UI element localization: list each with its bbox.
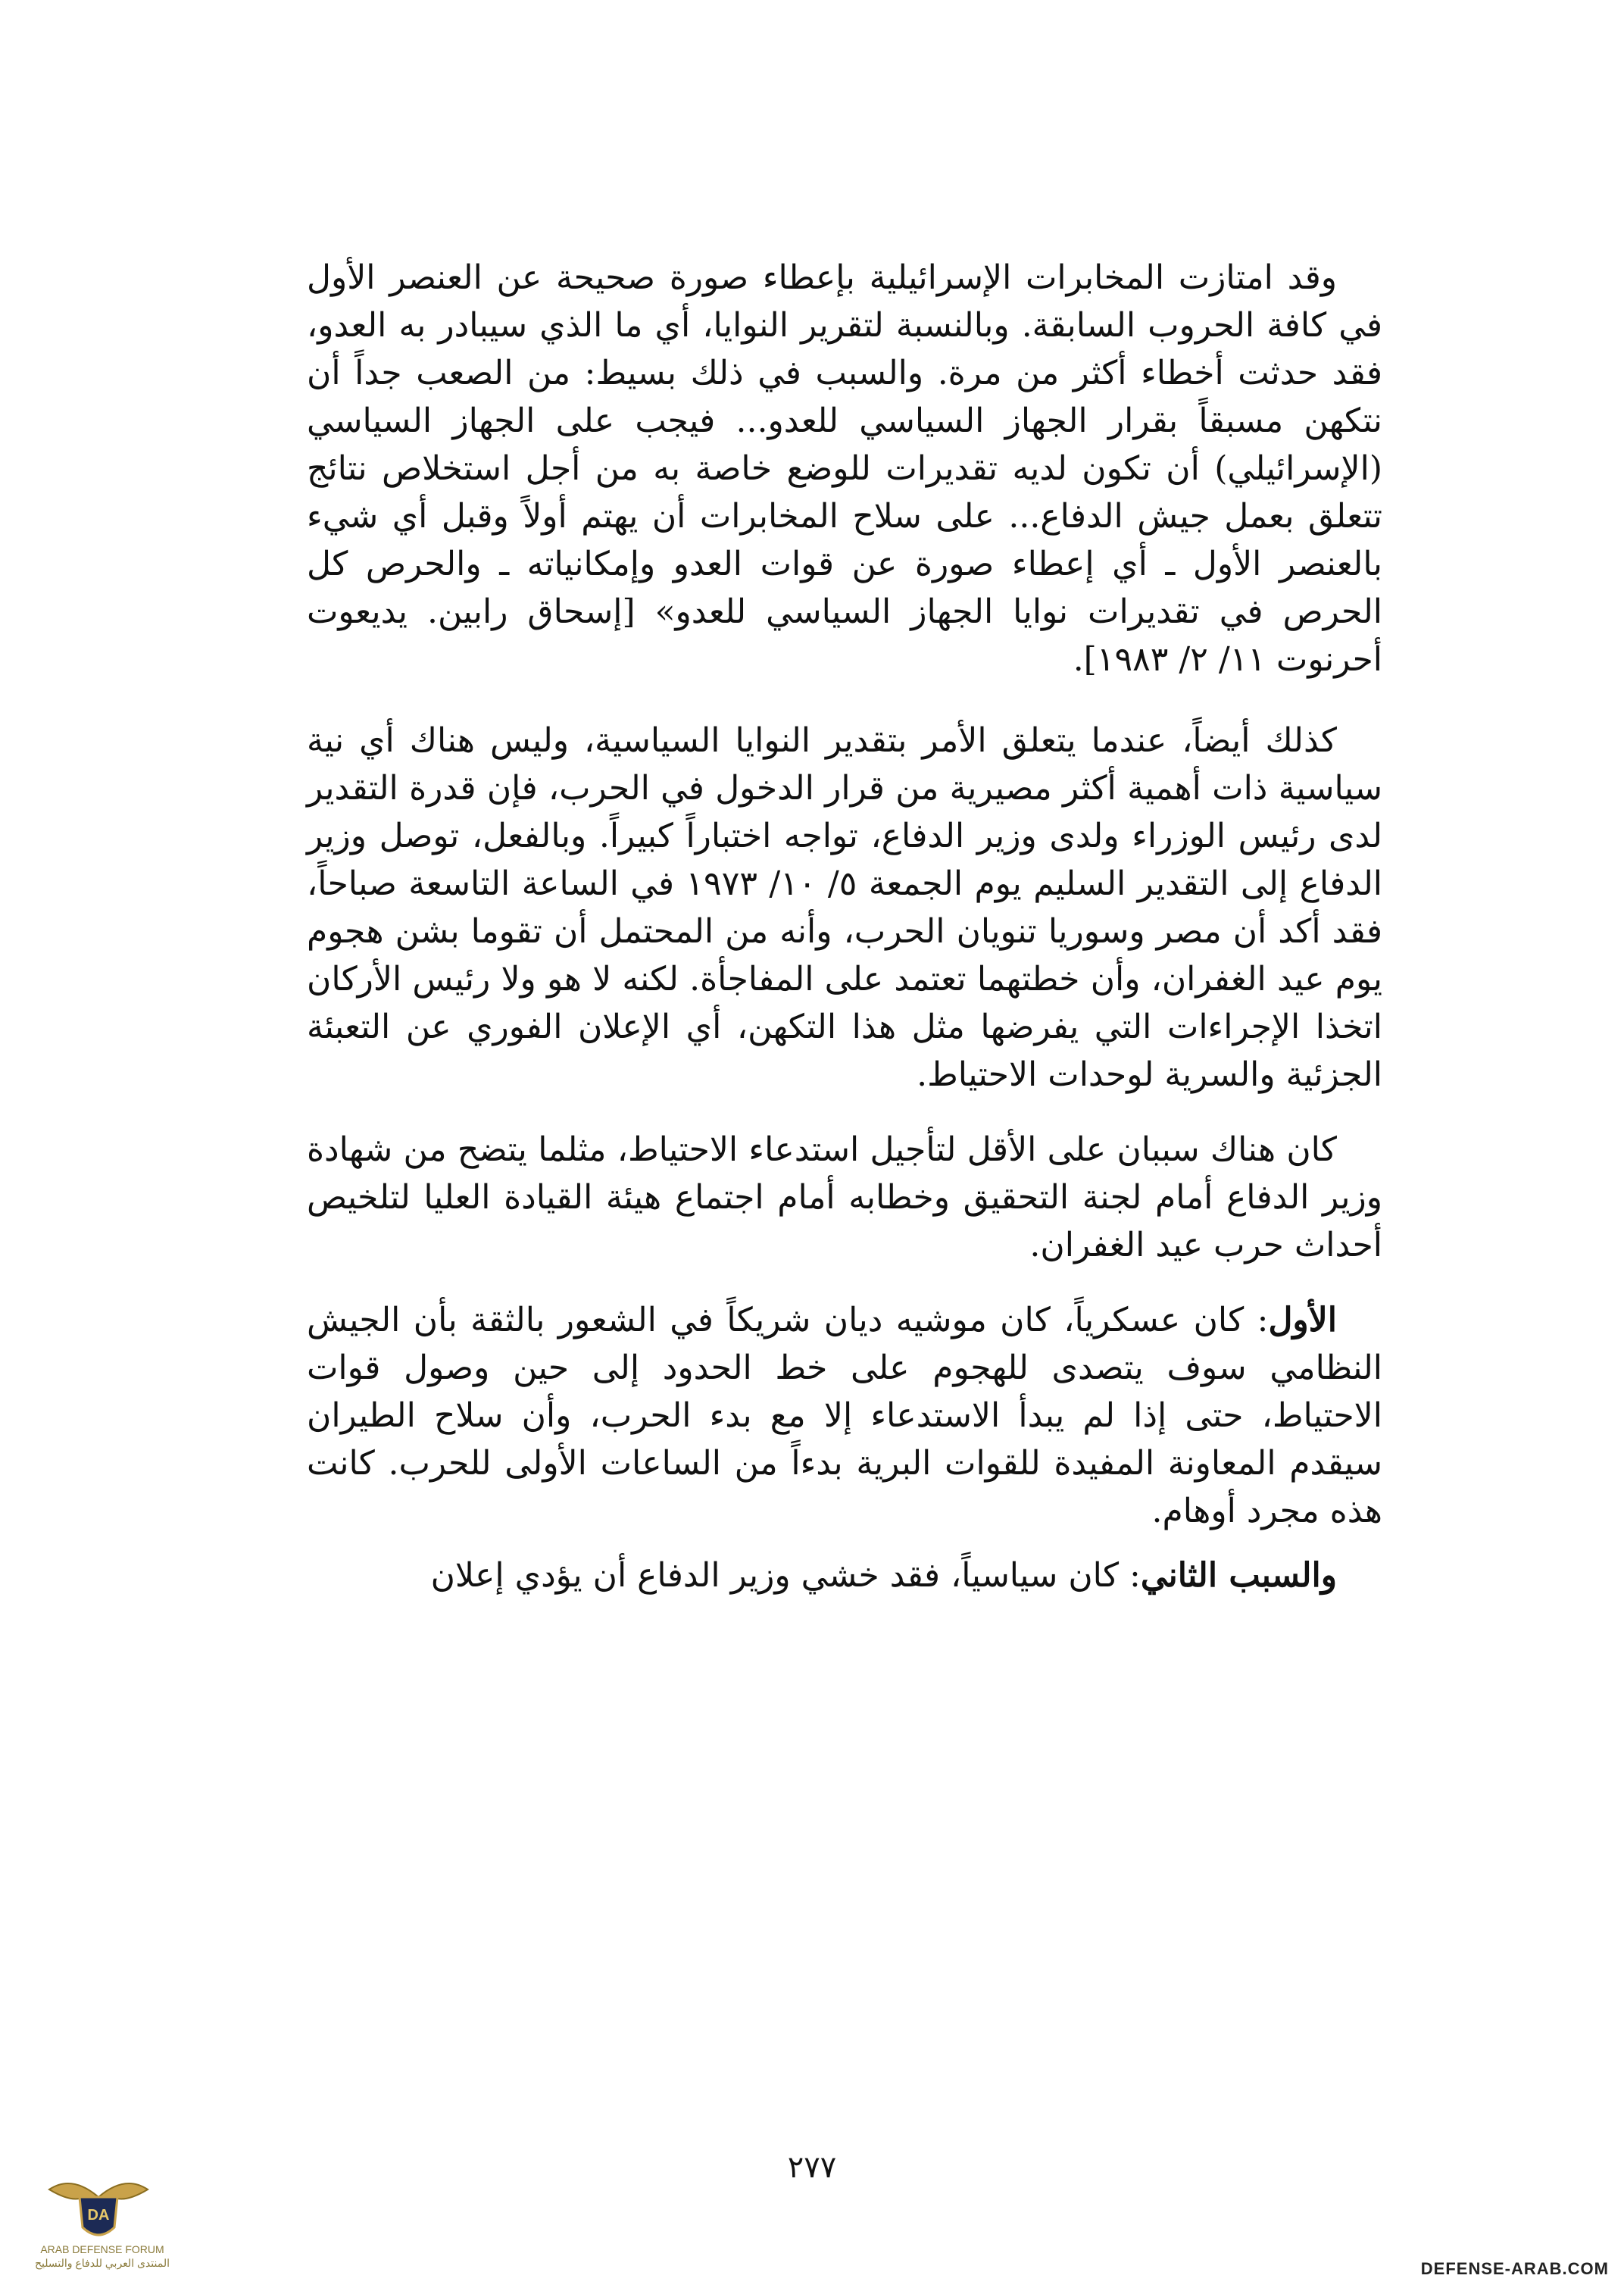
paragraph-5-text: : كان سياسياً، فقد خشي وزير الدفاع أن يؤدي إعلان — [430, 1556, 1141, 1595]
paragraph-4-lead: الأول — [1268, 1301, 1337, 1339]
svg-text:DA: DA — [87, 2207, 110, 2224]
page-number: ٢٧٧ — [787, 2150, 837, 2185]
paragraph-1-text: وقد امتازت المخابرات الإسرائيلية بإعطاء صورة صحيحة عن العنصر الأول في كافة الحروب السابقة. وبالنسبة لتقرير النوايا، أي ما الذي سيبادر به العدو، فقد حدثت أخطاء أكثر من مرة. والسبب في ذلك بسيط: من الصعب جداً أن نتكهن مسبقاً بقرار الجهاز السياسي للعدو... فيجب على الجهاز السياسي (الإسرائيلي) أن تكون لديه تقديرات للوضع خاصة به من أجل استخلاص نتائج تتعلق بعمل جيش الدفاع... على سلاح المخابرات أن يهتم أولاً وقبل أي شيء بالعنصر الأول ـ أي إعطاء صورة عن قوات العدو وإمكانياته ـ والحرص كل الحرص في تقديرات نوايا الجهاز السياسي للعدو» [إسحاق رابين. يديعوت أحرنوت ١١/ ٢/ ١٩٨٣]. — [307, 258, 1382, 679]
paragraph-2 — [307, 717, 1382, 1099]
paragraph-3 — [307, 1126, 1382, 1269]
forum-logo-name: ARAB DEFENSE FORUM — [40, 2243, 164, 2255]
paragraph-4-text: : كان عسكرياً، كان موشيه ديان شريكاً في الشعور بالثقة بأن الجيش النظامي سوف يتصدى للهجوم على خط الحدود إلى حين وصول قوات الاحتياط، حتى إذا لم يبدأ الاستدعاء إلا مع بدء الحرب، وأن سلاح الطيران سيقدم المعاونة المفيدة للقوات البرية بدءاً من الساعات الأولى للحرب. كانت هذه مجرد أوهام. — [307, 1301, 1382, 1530]
paragraph-2-text: كذلك أيضاً، عندما يتعلق الأمر بتقدير النوايا السياسية، وليس هناك أي نية سياسية ذات أهمية أكثر مصيرية من قرار الدخول في الحرب، فإن قدرة التقدير لدى رئيس الوزراء ولدى وزير الدفاع، تواجه اختباراً كبيراً. وبالفعل، توصل وزير الدفاع إلى التقدير السليم يوم الجمعة ٥/ ١٠/ ١٩٧٣ في الساعة التاسعة صباحاً، فقد أكد أن مصر وسوريا تنويان الحرب، وأنه من المحتمل أن تقوما بشن هجوم يوم عيد الغفران، وأن خطتهما تعتمد على المفاجأة. لكنه لا هو ولا رئيس الأركان اتخذا الإجراءات التي يفرضها مثل هذا التكهن، أي الإعلان الفوري عن التعبئة الجزئية والسرية لوحدات الاحتياط. — [307, 721, 1383, 1094]
paragraph-5-lead: والسبب الثاني — [1140, 1556, 1337, 1595]
forum-logo-caption — [8, 2243, 197, 2270]
body-text — [307, 254, 1382, 1599]
paragraph-5 — [307, 1552, 1382, 1599]
watermark-url: DEFENSE-ARAB.COM — [1420, 2259, 1609, 2278]
forum-logo-subtitle: المنتدى العربي للدفاع والتسليح — [35, 2257, 170, 2269]
paragraph-1 — [307, 254, 1382, 683]
paragraph-4 — [307, 1296, 1382, 1535]
paragraph-3-text: كان هناك سببان على الأقل لتأجيل استدعاء الاحتياط، مثلما يتضح من شهادة وزير الدفاع أمام لجنة التحقيق وخطابه أمام اجتماع هيئة القيادة العليا لتلخيص أحداث حرب عيد الغفران. — [307, 1130, 1382, 1264]
